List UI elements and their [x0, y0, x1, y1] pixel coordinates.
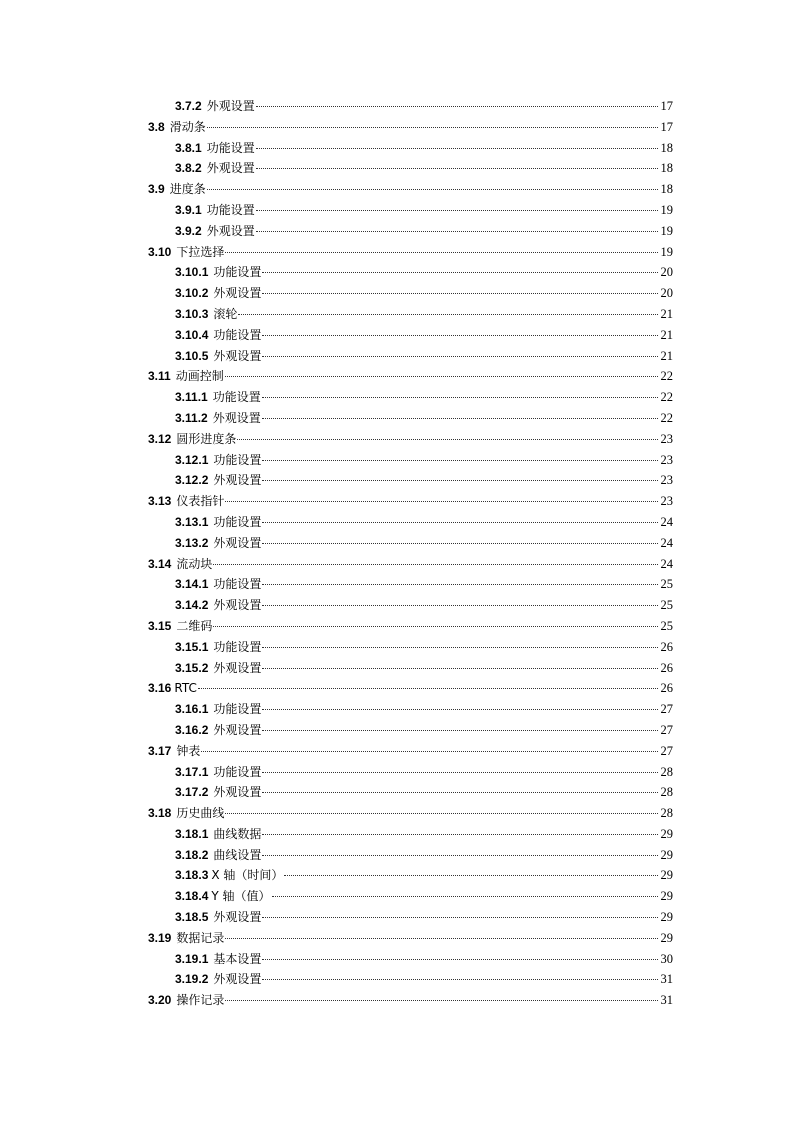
- toc-section-number: 3.14.1: [175, 577, 209, 592]
- toc-entry-line[interactable]: [175, 595, 673, 616]
- toc-section-number: 3.7.2: [175, 99, 202, 113]
- toc-section-title: 功能设置: [213, 639, 262, 654]
- toc-page-number: 24: [660, 514, 673, 529]
- toc-section-title: 仪表指针: [176, 494, 225, 509]
- toc-dot-leader: [262, 854, 658, 856]
- toc-dot-leader: [238, 313, 658, 315]
- toc-section-title: 外观设置: [213, 598, 262, 613]
- toc-section-number: 3.17.2: [175, 785, 209, 800]
- toc-dot-leader: [198, 687, 658, 689]
- toc-section-title: 基本设置: [213, 951, 262, 966]
- toc-entry-line[interactable]: [175, 450, 673, 471]
- toc-section-number: 3.16.2: [175, 722, 209, 737]
- toc-entry-line[interactable]: [148, 366, 673, 387]
- toc-dot-leader: [262, 417, 658, 419]
- toc-entry-line[interactable]: [175, 304, 673, 325]
- toc-section-number: 3.13: [148, 494, 172, 509]
- toc-entry-line[interactable]: [175, 865, 673, 886]
- toc-section-title: 外观设置: [206, 161, 255, 176]
- toc-page-number: 25: [660, 598, 673, 613]
- toc-section-number: 3.19: [148, 930, 172, 945]
- toc-entry-3-8-2[interactable]: [0, 158, 793, 179]
- toc-entry-line[interactable]: [175, 907, 673, 928]
- toc-entry-3-16-1[interactable]: [0, 699, 793, 720]
- toc-section-number: 3.13.2: [175, 535, 209, 550]
- toc-entry-3-14-2[interactable]: [0, 595, 793, 616]
- toc-entry-3-20[interactable]: [0, 990, 793, 1011]
- toc-entry-3-11[interactable]: [0, 366, 793, 387]
- toc-entry-line[interactable]: [175, 533, 673, 554]
- toc-section-number: 3.10.4: [175, 327, 209, 342]
- toc-section-number: 3.15.2: [175, 660, 209, 675]
- toc-entry-3-10-4[interactable]: [0, 325, 793, 346]
- toc-entry-line[interactable]: [175, 96, 673, 117]
- toc-section-title: 外观设置: [213, 348, 262, 363]
- toc-section-title: 滚轮: [213, 306, 238, 321]
- toc-entry-3-16-2[interactable]: [0, 720, 793, 741]
- toc-section-title: 下拉选择: [176, 244, 225, 259]
- toc-section-title: 外观设置: [213, 972, 262, 987]
- toc-section-number: 3.18.4: [175, 889, 209, 904]
- toc-dot-leader: [225, 937, 658, 939]
- toc-page-number: 29: [660, 910, 673, 925]
- toc-entry-3-10-3[interactable]: [0, 304, 793, 325]
- toc-section-title: 历史曲线: [176, 806, 225, 821]
- toc-page-number: 20: [660, 286, 673, 301]
- toc-page-number: 17: [660, 119, 673, 134]
- toc-entry-3-13-1[interactable]: [0, 512, 793, 533]
- toc-dot-leader: [262, 396, 658, 398]
- toc-section-title: 外观设置: [213, 286, 262, 301]
- toc-entry-3-14-1[interactable]: [0, 574, 793, 595]
- toc-dot-leader: [213, 625, 658, 627]
- toc-entry-3-19-1[interactable]: [0, 949, 793, 970]
- toc-section-title: 外观设置: [213, 910, 262, 925]
- toc-entry-3-13-2[interactable]: [0, 533, 793, 554]
- toc-page-number: 24: [660, 556, 673, 571]
- toc-entry-line[interactable]: [148, 242, 673, 263]
- toc-entry-3-9-2[interactable]: [0, 221, 793, 242]
- toc-dot-leader: [262, 271, 658, 273]
- toc-page-number: 25: [660, 577, 673, 592]
- toc-section-title: 数据记录: [176, 930, 225, 945]
- toc-section-number: 3.17: [148, 743, 172, 758]
- toc-section-number: 3.9.1: [175, 202, 202, 217]
- toc-dot-leader: [262, 459, 658, 461]
- toc-page-number: 20: [660, 265, 673, 280]
- toc-entry-3-18-1[interactable]: [0, 824, 793, 845]
- toc-entry-3-13[interactable]: [0, 491, 793, 512]
- toc-entry-line[interactable]: [175, 782, 673, 803]
- toc-section-title: 功能设置: [213, 702, 262, 717]
- toc-page-number: 23: [660, 473, 673, 488]
- toc-section-title: 功能设置: [213, 265, 262, 280]
- toc-dot-leader: [262, 583, 658, 585]
- toc-entry-3-17-1[interactable]: [0, 762, 793, 783]
- toc-section-number: 3.18.5: [175, 910, 209, 925]
- toc-section-number: 3.10.3: [175, 306, 209, 321]
- toc-section-number: 3.16: [148, 681, 172, 696]
- toc-section-title: 功能设置: [213, 452, 262, 467]
- toc-dot-leader: [225, 812, 658, 814]
- toc-dot-leader: [284, 874, 658, 876]
- toc-dot-leader: [207, 126, 658, 128]
- toc-entry-3-10-2[interactable]: [0, 283, 793, 304]
- toc-dot-leader: [262, 479, 658, 481]
- toc-entry-3-15[interactable]: [0, 616, 793, 637]
- toc-page-number: 29: [660, 826, 673, 841]
- toc-section-title: 功能设置: [206, 140, 255, 155]
- toc-page-number: 19: [660, 223, 673, 238]
- toc-page-number: 27: [660, 743, 673, 758]
- toc-entry-3-10-5[interactable]: [0, 346, 793, 367]
- toc-dot-leader: [262, 355, 658, 357]
- toc-entry-line[interactable]: [175, 949, 673, 970]
- toc-entry-line[interactable]: [175, 886, 673, 907]
- toc-dot-leader: [225, 500, 658, 502]
- toc-dot-leader: [256, 105, 658, 107]
- toc-section-title: 曲线设置: [213, 847, 262, 862]
- toc-section-title: 圆形进度条: [176, 431, 237, 446]
- toc-page-number: 28: [660, 764, 673, 779]
- toc-entry-3-12[interactable]: [0, 429, 793, 450]
- toc-dot-leader: [256, 167, 658, 169]
- toc-section-title: 外观设置: [213, 785, 262, 800]
- toc-entry-line[interactable]: [175, 470, 673, 491]
- toc-entry-3-8-1[interactable]: [0, 138, 793, 159]
- toc-entry-line[interactable]: [175, 138, 673, 159]
- toc-section-number: 3.10: [148, 244, 172, 259]
- toc-section-title: 二维码: [176, 618, 213, 633]
- toc-section-number: 3.15: [148, 618, 172, 633]
- toc-page-number: 28: [660, 806, 673, 821]
- toc-entry-line[interactable]: [175, 637, 673, 658]
- toc-dot-leader: [262, 334, 658, 336]
- toc-dot-leader: [272, 895, 658, 897]
- toc-section-number: 3.19.1: [175, 951, 209, 966]
- toc-page-number: 29: [660, 868, 673, 883]
- toc-entry-line[interactable]: [175, 720, 673, 741]
- toc-page-number: 21: [660, 348, 673, 363]
- toc-entry-3-19[interactable]: [0, 928, 793, 949]
- toc-page-number: 22: [660, 410, 673, 425]
- toc-entry-line[interactable]: [148, 928, 673, 949]
- toc-section-number: 3.10.5: [175, 348, 209, 363]
- toc-entry-3-15-1[interactable]: [0, 637, 793, 658]
- toc-entry-line[interactable]: [175, 845, 673, 866]
- toc-dot-leader: [256, 209, 658, 211]
- toc-section-title: 功能设置: [212, 390, 261, 405]
- toc-dot-leader: [256, 230, 658, 232]
- toc-page-number: 26: [660, 660, 673, 675]
- toc-entry-line[interactable]: [175, 387, 673, 408]
- toc-page-number: 24: [660, 535, 673, 550]
- toc-entry-3-17-2[interactable]: [0, 782, 793, 803]
- toc-entry-line[interactable]: [175, 699, 673, 720]
- toc-section-title: 流动块: [176, 556, 213, 571]
- toc-entry-line[interactable]: [148, 803, 673, 824]
- toc-section-number: 3.11: [148, 369, 171, 384]
- toc-entry-line[interactable]: [175, 325, 673, 346]
- toc-dot-leader: [207, 188, 658, 190]
- toc-section-number: 3.12.2: [175, 473, 209, 488]
- toc-entry-line[interactable]: [175, 346, 673, 367]
- toc-dot-leader: [262, 667, 658, 669]
- toc-entry-3-18-2[interactable]: [0, 845, 793, 866]
- toc-entry-3-14[interactable]: [0, 554, 793, 575]
- toc-dot-leader: [262, 791, 658, 793]
- toc-section-number: 3.8.1: [175, 140, 202, 155]
- toc-dot-leader: [237, 438, 658, 440]
- toc-section-number: 3.20: [148, 993, 172, 1008]
- toc-section-title: 外观设置: [213, 722, 262, 737]
- toc-entry-3-10[interactable]: [0, 242, 793, 263]
- toc-section-title: 动画控制: [175, 369, 224, 384]
- toc-page-number: 23: [660, 494, 673, 509]
- toc-section-title: 曲线数据: [213, 826, 262, 841]
- toc-entry-line[interactable]: [175, 969, 673, 990]
- toc-dot-leader: [256, 147, 658, 149]
- toc-dot-leader: [213, 563, 658, 565]
- toc-page-number: 27: [660, 722, 673, 737]
- toc-page-number: 29: [660, 847, 673, 862]
- toc-section-title: 滑动条: [169, 119, 206, 134]
- toc-section-number: 3.10.1: [175, 265, 209, 280]
- toc-entry-line[interactable]: [175, 574, 673, 595]
- toc-dot-leader: [262, 604, 658, 606]
- toc-entry-3-9-1[interactable]: [0, 200, 793, 221]
- toc-section-title: 功能设置: [206, 202, 255, 217]
- toc-section-number: 3.18: [148, 806, 172, 821]
- toc-entry-3-18-3[interactable]: [0, 865, 793, 886]
- toc-entry-line[interactable]: [148, 678, 673, 699]
- toc-section-number: 3.18.2: [175, 847, 209, 862]
- toc-section-title: 进度条: [169, 182, 206, 197]
- toc-entry-3-10-1[interactable]: [0, 262, 793, 283]
- toc-section-number: 3.15.1: [175, 639, 209, 654]
- toc-section-number: 3.18.3: [175, 868, 209, 883]
- toc-entry-3-18[interactable]: [0, 803, 793, 824]
- toc-entry-3-18-4[interactable]: [0, 886, 793, 907]
- toc-dot-leader: [262, 729, 658, 731]
- toc-page-number: 29: [660, 930, 673, 945]
- toc-page-number: 27: [660, 702, 673, 717]
- toc-entry-line[interactable]: [175, 221, 673, 242]
- toc-page-number: 19: [660, 244, 673, 259]
- toc-dot-leader: [262, 521, 658, 523]
- toc-section-title: 外观设置: [213, 535, 262, 550]
- toc-entry-3-7-2[interactable]: [0, 96, 793, 117]
- toc-entry-line[interactable]: [148, 554, 673, 575]
- toc-dot-leader: [262, 292, 658, 294]
- toc-page-number: 28: [660, 785, 673, 800]
- toc-section-title: X 轴（时间）: [211, 868, 284, 883]
- toc-section-title: 功能设置: [213, 577, 262, 592]
- toc-dot-leader: [262, 708, 658, 710]
- toc-entry-line[interactable]: [148, 990, 673, 1011]
- toc-entry-line[interactable]: [148, 491, 673, 512]
- toc-page-number: 19: [660, 202, 673, 217]
- toc-page-number: 26: [660, 681, 673, 696]
- toc-page-number: 17: [660, 99, 673, 113]
- toc-entry-line[interactable]: [148, 616, 673, 637]
- toc-section-number: 3.13.1: [175, 514, 209, 529]
- toc-section-number: 3.11.1: [175, 390, 208, 405]
- toc-entry-3-8[interactable]: [0, 117, 793, 138]
- toc-entry-3-19-2[interactable]: [0, 969, 793, 990]
- toc-dot-leader: [262, 916, 658, 918]
- toc-section-number: 3.19.2: [175, 972, 209, 987]
- toc-page-number: 29: [660, 889, 673, 904]
- toc-page-number: 18: [660, 161, 673, 176]
- toc-dot-leader: [262, 771, 658, 773]
- toc-page-number: 26: [660, 639, 673, 654]
- toc-section-title: 功能设置: [213, 764, 262, 779]
- toc-section-title: 外观设置: [213, 473, 262, 488]
- toc-entry-3-12-2[interactable]: [0, 470, 793, 491]
- toc-entry-line[interactable]: [175, 408, 673, 429]
- toc-entry-line[interactable]: [175, 200, 673, 221]
- toc-section-number: 3.9: [148, 182, 165, 197]
- toc-section-number: 3.17.1: [175, 764, 209, 779]
- toc-section-title: 钟表: [176, 743, 201, 758]
- toc-entry-line[interactable]: [175, 762, 673, 783]
- toc-section-title: 功能设置: [213, 514, 262, 529]
- toc-entry-line[interactable]: [175, 658, 673, 679]
- toc-entry-line[interactable]: [175, 262, 673, 283]
- toc-dot-leader: [262, 833, 658, 835]
- toc-page-number: 31: [660, 993, 673, 1008]
- toc-section-number: 3.10.2: [175, 286, 209, 301]
- toc-entry-line[interactable]: [148, 429, 673, 450]
- toc-page-number: 22: [660, 390, 673, 405]
- toc-entry-line[interactable]: [175, 512, 673, 533]
- toc-entry-line[interactable]: [148, 179, 673, 200]
- toc-section-title: RTC: [174, 681, 197, 696]
- toc-dot-leader: [225, 375, 658, 377]
- toc-page-number: 30: [660, 951, 673, 966]
- toc-page-number: 18: [660, 140, 673, 155]
- toc-dot-leader: [262, 542, 658, 544]
- toc-page-number: 25: [660, 618, 673, 633]
- toc-entry-line[interactable]: [175, 158, 673, 179]
- toc-dot-leader: [225, 251, 658, 253]
- toc-section-title: 外观设置: [212, 410, 261, 425]
- toc-section-number: 3.18.1: [175, 826, 209, 841]
- toc-entry-line[interactable]: [148, 117, 673, 138]
- toc-dot-leader: [225, 999, 658, 1001]
- toc-section-number: 3.8: [148, 119, 165, 134]
- toc-page-number: 23: [660, 431, 673, 446]
- toc-section-title: 操作记录: [176, 993, 225, 1008]
- toc-section-number: 3.9.2: [175, 223, 202, 238]
- toc-entry-3-18-5[interactable]: [0, 907, 793, 928]
- toc-page-number: 21: [660, 327, 673, 342]
- toc-entry-3-17[interactable]: [0, 741, 793, 762]
- toc-entry-3-12-1[interactable]: [0, 450, 793, 471]
- toc-entry-3-9[interactable]: [0, 179, 793, 200]
- toc-dot-leader: [262, 958, 658, 960]
- toc-entry-line[interactable]: [175, 283, 673, 304]
- toc-section-number: 3.14.2: [175, 598, 209, 613]
- toc-section-number: 3.14: [148, 556, 172, 571]
- toc-dot-leader: [262, 646, 658, 648]
- toc-entry-3-15-2[interactable]: [0, 658, 793, 679]
- toc-section-number: 3.12.1: [175, 452, 209, 467]
- toc-section-title: 外观设置: [206, 223, 255, 238]
- toc-section-title: 外观设置: [206, 99, 255, 113]
- toc-section-title: 功能设置: [213, 327, 262, 342]
- toc-section-number: 3.12: [148, 431, 172, 446]
- toc-entry-line[interactable]: [148, 741, 673, 762]
- toc-page-number: 22: [660, 369, 673, 384]
- toc-dot-leader: [201, 750, 658, 752]
- toc-dot-leader: [262, 978, 658, 980]
- toc-section-number: 3.11.2: [175, 410, 208, 425]
- toc-page-number: 31: [660, 972, 673, 987]
- toc-entry-3-11-1[interactable]: [0, 387, 793, 408]
- toc-page-number: 18: [660, 182, 673, 197]
- table-of-contents: [0, 96, 793, 1011]
- toc-section-title: Y 轴（值）: [211, 889, 271, 904]
- toc-page-number: 21: [660, 306, 673, 321]
- toc-section-title: 外观设置: [213, 660, 262, 675]
- toc-entry-3-11-2[interactable]: [0, 408, 793, 429]
- toc-page-number: 23: [660, 452, 673, 467]
- toc-entry-3-16[interactable]: [0, 678, 793, 699]
- toc-section-number: 3.16.1: [175, 702, 209, 717]
- toc-section-number: 3.8.2: [175, 161, 202, 176]
- toc-entry-line[interactable]: [175, 824, 673, 845]
